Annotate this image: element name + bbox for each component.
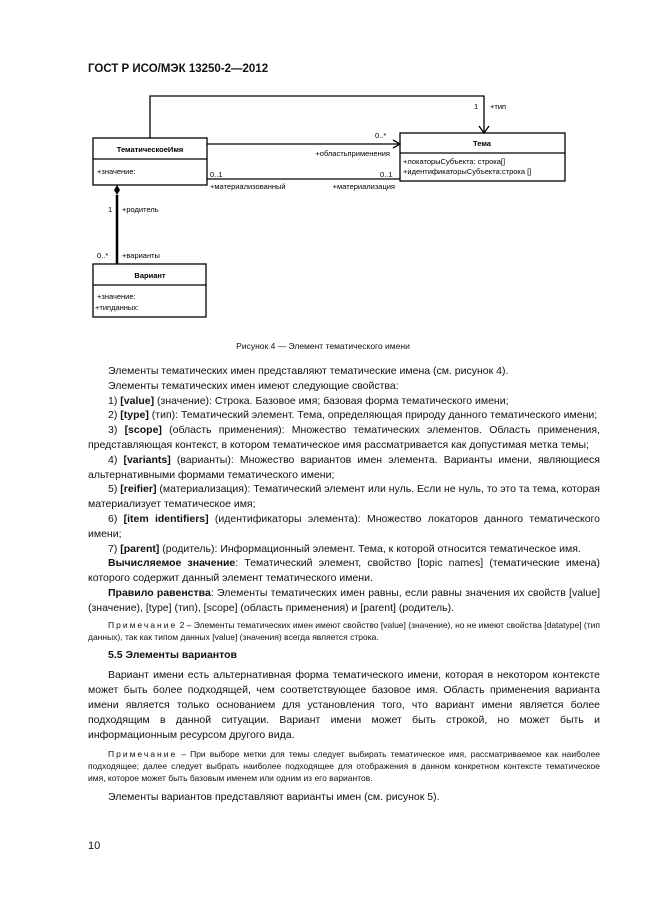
svg-text:+идентификаторыСубъекта:строка: +идентификаторыСубъекта:строка []: [403, 167, 532, 176]
property-item: 2) [type] (тип): Тематический элемент. Тема, определяющая природу данного тематического имени;: [108, 409, 598, 422]
property-item: 5) [reifier] (материализация): Тематический элемент или нуль. Если не нуль, то это та тема, которая материализует тематическое имя;: [88, 483, 600, 511]
paragraph: Элементы тематических имен имеют следующие свойства:: [108, 379, 399, 392]
section-heading: 5.5 Элементы вариантов: [108, 648, 238, 661]
property-item: 7) [parent] (родитель): Информационный элемент. Тема, к которой относится тематическое имя.: [108, 542, 581, 555]
svg-text:+значение:: +значение:: [97, 167, 136, 176]
svg-text:+областьприменения: +областьприменения: [315, 149, 390, 158]
property-item: 6) [item identifiers] (идентификаторы элемента): Множество локаторов данного тематического имени;: [88, 512, 600, 540]
svg-text:0..1: 0..1: [380, 170, 393, 179]
property-item: 1) [value] (значение): Строка. Базовое имя; базовая форма тематического имени;: [108, 394, 509, 407]
composition-diamond: [114, 185, 120, 195]
uml-diagram: [0, 0, 646, 330]
svg-text:+значение:: +значение:: [97, 292, 136, 301]
type-association: [150, 96, 484, 138]
svg-text:+материализация: +материализация: [332, 182, 395, 191]
svg-text:+тип: +тип: [490, 102, 507, 111]
page-number: 10: [88, 840, 101, 852]
note: Примечание – При выборе метки для темы следует выбирать тематическое имя, рассматриваемое как наиболее подходящее; далее следует выбрать наиболее подходящее для отображения в данном конкретном контексте тематическое имя, которое может быть базовым именем или одним из его вариантов.: [88, 749, 600, 784]
paragraph: Элементы вариантов представляют варианты имен (см. рисунок 5).: [108, 791, 440, 804]
svg-text:+варианты: +варианты: [122, 251, 160, 260]
computed-value: Вычисляемое значение: Тематический элемент, свойство [topic names] (тематические имена) которого содержит данный элемент тематического имени.: [88, 557, 600, 585]
svg-text:Вариант: Вариант: [134, 271, 166, 280]
svg-text:1: 1: [474, 102, 479, 111]
svg-text:+материализованный: +материализованный: [210, 182, 286, 191]
paragraph: Элементы тематических имен представляют тематические имена (см. рисунок 4).: [108, 365, 509, 377]
svg-text:0..*: 0..*: [97, 251, 109, 260]
property-item: 3) [scope] (область применения): Множество тематических элементов. Область применения, представляющая контекст, в котором тематическое имя рассматривается как допустимая метка темы;: [88, 424, 600, 451]
svg-text:0..1: 0..1: [210, 170, 223, 179]
svg-text:ТематическоеИмя: ТематическоеИмя: [116, 145, 184, 154]
note: Примечание 2 – Элементы тематических имен имеют свойство [value] (значение), но не имеют свойства [datatype] (тип данных), так как типом данных [value] (значения) всегда является строка.: [88, 619, 600, 642]
svg-text:+родитель: +родитель: [122, 205, 159, 214]
paragraph: Вариант имени есть альтернативная форма тематического имени, которая в некотором контексте может быть более подходящей, чем соответствующее базовое имя. Область применения варианта имени является только основанием для установления того, что вариант имени является более подходящим в данной ситуации. Вариант имени может быть строкой, но может быть и информационным ресурсом другого вида.: [88, 669, 600, 741]
svg-text:+локаторыСубъекта: строка[]: +локаторыСубъекта: строка[]: [403, 157, 506, 166]
svg-text:1: 1: [108, 205, 113, 214]
standard-header: ГОСТ Р ИСО/МЭК 13250-2—2012: [88, 63, 269, 75]
body-text: [88, 364, 600, 805]
svg-text:0..*: 0..*: [375, 131, 387, 140]
property-item: 4) [variants] (варианты): Множество вариантов имен элемента. Варианты имени, являющиеся альтернативными формами тематического имени;: [88, 453, 600, 481]
equality-rule: Правило равенства: Элементы тематических имен равны, если равны значения их свойств [value] (значение), [type] (тип), [scope] (область применения) и [parent] (родитель).: [88, 586, 600, 614]
figure-caption: Рисунок 4 — Элемент тематического имени: [236, 341, 410, 351]
svg-text:Тема: Тема: [473, 139, 491, 148]
svg-text:+типданных:: +типданных:: [95, 303, 140, 312]
